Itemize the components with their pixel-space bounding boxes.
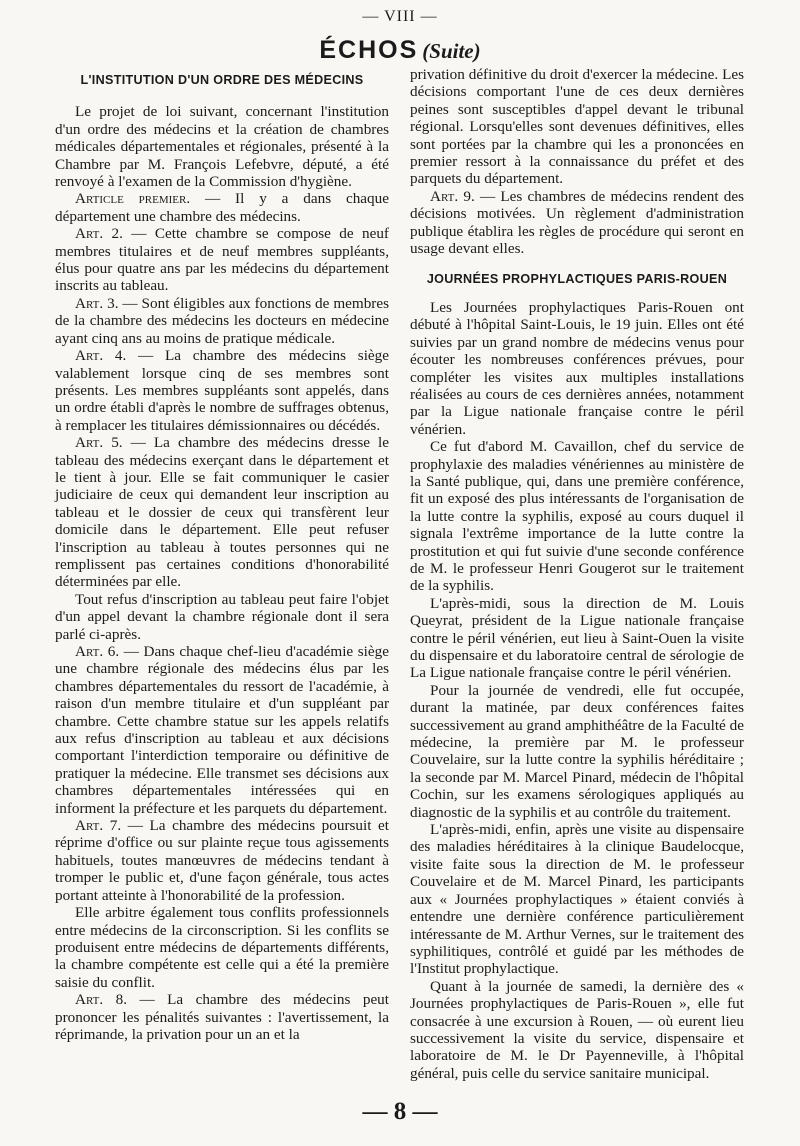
section-title [0,36,800,65]
article-4 [55,347,389,434]
article-2-label: Art. 2. [75,225,123,243]
article-3 [55,295,389,347]
article-1-label: Article premier. [75,190,191,208]
article-9 [410,188,744,258]
article-4-text: — La chambre des médecins siège valablement lorsque cinq de ses membres sont présents. Les membres suppléants sont appelés, dans un ordre établi d'après le nombre de suffrages obtenus, à remplacer les titulaires démissionnaires ou décédés. [55,347,389,434]
article-title-ordre-medecins: L'INSTITUTION D'UN ORDRE DES MÉDECINS [80,73,364,87]
article-2-text: — Cette chambre se compose de neuf membres titulaires et de neuf membres suppléants, élus pour quatre ans par les médecins du département inscrits au tableau. [55,225,389,295]
article-3-text: — Sont éligibles aux fonctions de membres de la chambre des médecins les docteurs en médecine ayant cinq ans au moins de pratique médicale. [55,294,389,347]
article-5-text: — La chambre des médecins dresse le tableau des médecins exerçant dans le département et le tient à jour. Elle se fait communiquer le casier judiciaire de ceux qui demandent leur inscription au tableau et le dossier de ceux qui transfèrent leur domicile dans le département. Elle peut refuser l'inscription au tableau à toutes personnes qui ne remplissent pas certaines conditions d'honorabilité déterminées par elle. [55,434,389,591]
article-1-text: — Il y a dans chaque département une chambre des médecins. [55,190,389,225]
article-8 [55,991,389,1043]
journees-paragraph-1: Les Journées prophylactiques Paris-Rouen ont débuté à l'hôpital Saint-Louis, le 19 juin. Elles ont été suivies par un grand nombre de médecins venus pour écouter les nombreuses conférences prévues, pour compléter les visites aux multiples installations réalisées au cours de ces dernières années, notamment par la Ligue nationale française contre le péril vénérien. [410,298,744,438]
article-4-label: Art. 4. [75,347,127,365]
article-title-journees-prophylactiques: JOURNÉES PROPHYLACTIQUES PARIS-ROUEN [426,272,728,287]
journees-paragraph-6: Quant à la journée de samedi, la dernière des « Journées prophylactiques de Paris-Rouen », elle fut consacrée à une excursion à Rouen, — où eurent lieu successivement la visite du service, dispensaire et laboratoire de M. le Dr Payenneville, à l'hôpital général, puis celle du service sanitaire municipal. [410,977,744,1082]
article-8-continuation: privation définitive du droit d'exercer la médecine. Les décisions comportant l'une de ces deux dernières peines sont susceptibles d'appel devant le tribunal régional. Lorsqu'elles sont devenues définitives, elles sont portées par la chambre qui les a prononcées en premier ressort à la connaissance du préfet et des parquets du département. [410,66,744,188]
article-7 [55,817,389,904]
section-title-sub: (Suite) [422,39,481,63]
page-number: — 8 — [362,1098,438,1125]
section-title-main: ÉCHOS [319,36,419,64]
right-column [410,66,744,1082]
left-column [55,66,389,1043]
article-5-paragraph-2: Tout refus d'inscription au tableau peut faire l'objet d'un appel devant la chambre régionale dont il sera parlé ci-après. [55,590,389,643]
article-1 [55,190,389,225]
journees-paragraph-2: Ce fut d'abord M. Cavaillon, chef du service de prophylaxie des maladies vénériennes au ministère de la Santé publique, qui, dans une première conférence, fit un exposé des plus intéressants de l'organisation de la lutte contre la syphilis, exposé au cours duquel il signala l'extrême importance de la lutte contre la prostitution et qui fut suivie d'une seconde conférence de M. le professeur Henri Gougerot sur le traitement de la syphilis. [410,438,744,595]
article-8-text: — La chambre des médecins peut prononcer les pénalités suivantes : l'avertissement, la réprimande, la privation pour un an et la [55,991,389,1043]
journees-paragraph-4: Pour la journée de vendredi, elle fut occupée, durant la matinée, par deux conférences faites successivement au grand amphithéâtre de la Faculté de médecine, la première par M. le professeur Couvelaire, sur la lutte contre la syphilis héréditaire ; la seconde par M. Marcel Pinard, médecin de l'hôpital Cochin, sur les examens sérologiques appliqués au diagnostic de la syphilis et au contrôle du traitement. [410,681,744,821]
article-9-text: — Les chambres de médecins rendent des décisions motivées. Un règlement d'administration publique établira les règles de procédure qui seront en usage devant elles. [410,187,744,258]
article-7-label: Art. 7. [75,817,122,835]
article-8-label: Art. 8. [75,991,128,1009]
article-3-label: Art. 3. [75,294,119,312]
journees-paragraph-5: L'après-midi, enfin, après une visite au dispensaire des maladies héréditaires à la clinique Baudelocque, visite faite sous la direction de M. le professeur Couvelaire et de M. Marcel Pinard, les participants aux « Journées prophylactiques » étaient conviés à entendre une dernière conférence particulièrement intéressante de M. Arthur Vernes, sur le traitement des syphilitiques, contrôlé et guidé par les méthodes de l'Institut prophylactique. [410,821,744,978]
journees-paragraph-3: L'après-midi, sous la direction de M. Louis Queyrat, président de la Ligue nationale française contre le péril vénérien, eut lieu à Saint-Ouen la visite du dispensaire et du laboratoire central de sérologie de La Ligue nationale française contre le péril vénérien. [410,594,744,682]
article-2 [55,225,389,295]
article-7-paragraph-2: Elle arbitre également tous conflits professionnels entre médecins de la circonscription. Si les conflits se produisent entre médecins de départements différents, la chambre compétente est celle qui a été la première saisie du conflit. [55,904,389,991]
article-6 [55,643,389,817]
article-5 [55,434,389,591]
article-7-text: — La chambre des médecins poursuit et réprime d'office ou sur plainte reçue tous agissements habituels, toutes manœuvres de médecins tendant à tromper le public et, d'une façon générale, tous actes portant atteinte à l'honorabilité de la profession. [55,817,390,904]
intro-paragraph: Le projet de loi suivant, concernant l'institution d'un ordre des médecins et la création de chambres médicales départementales et régionales, présenté à la Chambre par M. François Lefebvre, député, a été renvoyé à l'examen de la Commission d'hygiène. [55,103,389,191]
article-6-text: — Dans chaque chef-lieu d'académie siège une chambre régionale des médecins élus par les chambres départementales du ressort de l'académie, à raison d'un membre titulaire et d'un suppléant par chambre. Cette chambre statue sur les appels relatifs aux refus d'inscription au tableau et aux décisions comportant l'interdiction temporaire ou définitive de pratiquer la médecine. Elle transmet ses décisions aux chambres départementales intéressées qui en informent la préfecture et les parquets du département. [55,643,389,817]
article-5-label: Art. 5. [75,434,123,452]
article-6-label: Art. 6. [75,643,120,660]
page-number-roman: — VIII — [362,8,438,25]
article-9-label: Art. 9. [430,187,475,205]
